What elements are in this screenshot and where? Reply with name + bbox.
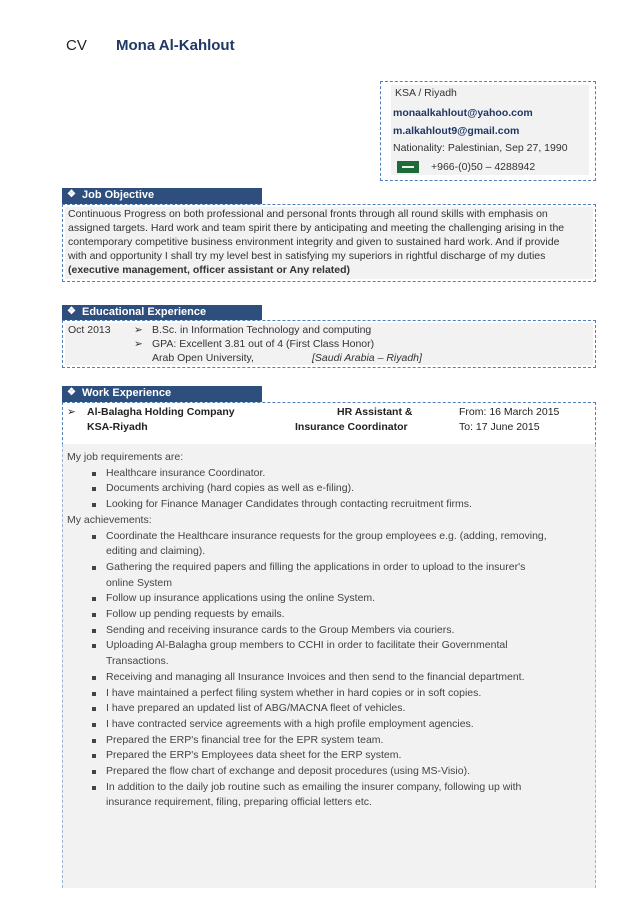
role-title-secondary: Insurance Coordinator xyxy=(295,421,408,433)
company-name: Al-Balagha Holding Company xyxy=(87,406,235,418)
achievement-item: editing and claiming). xyxy=(106,545,206,558)
achievement-item: Uploading Al-Balagha group members to CCHI in order to facilitate their Governmental xyxy=(106,639,508,652)
education-degree: B.Sc. in Information Technology and computing xyxy=(152,324,372,336)
phone-number: +966-(0)50 – 4288942 xyxy=(431,161,536,173)
requirement-item: Healthcare insurance Coordinator. xyxy=(106,466,266,479)
achievement-item: Gathering the required papers and filling the applications in order to upload to the insurer's xyxy=(106,560,526,573)
nationality: Nationality: Palestinian, Sep 27, 1990 xyxy=(393,142,568,154)
square-bullet-icon xyxy=(92,472,96,476)
square-bullet-icon xyxy=(92,707,96,711)
company-location: KSA-Riyadh xyxy=(87,421,148,433)
square-bullet-icon xyxy=(92,676,96,680)
date-from: From: 16 March 2015 xyxy=(459,406,560,418)
requirements-heading: My job requirements are: xyxy=(67,451,184,463)
square-bullet-icon xyxy=(92,487,96,491)
achievement-item: In addition to the daily job routine such as emailing the insurer company, following up with xyxy=(106,780,522,793)
achievement-item: I have contracted service agreements with a high profile employment agencies. xyxy=(106,717,474,730)
education-gpa: GPA: Excellent 3.81 out of 4 (First Class Honor) xyxy=(152,338,375,350)
achievement-item: Follow up insurance applications using the online System. xyxy=(106,592,376,605)
square-bullet-icon xyxy=(92,613,96,617)
square-bullet-icon xyxy=(92,692,96,696)
cv-label: CV xyxy=(66,37,87,54)
role-title: HR Assistant & xyxy=(337,406,413,418)
achievement-item: Prepared the ERP's Employees data sheet for the ERP system. xyxy=(106,749,402,762)
square-bullet-icon xyxy=(92,503,96,507)
achievement-item: insurance requirement, filing, preparing official letters etc. xyxy=(106,796,372,809)
diamond-bullet-icon: ❖ xyxy=(67,387,76,398)
arrow-bullet-icon: ➢ xyxy=(134,324,143,336)
achievement-item: Prepared the flow chart of exchange and deposit procedures (using MS-Visio). xyxy=(106,765,471,777)
square-bullet-icon xyxy=(92,535,96,539)
education-date: Oct 2013 xyxy=(68,324,111,336)
email-primary[interactable]: monaalkahlout@yahoo.com xyxy=(393,107,533,119)
achievement-item: Prepared the ERP's financial tree for the EPR system team. xyxy=(106,733,384,746)
achievement-item: Receiving and managing all Insurance Invoices and then send to the financial department. xyxy=(106,670,525,683)
square-bullet-icon xyxy=(92,723,96,727)
diamond-bullet-icon: ❖ xyxy=(67,189,76,200)
section-title: Work Experience xyxy=(82,387,172,399)
email-secondary[interactable]: m.alkahlout9@gmail.com xyxy=(393,125,520,137)
requirement-item: Documents archiving (hard copies as well as e-filing). xyxy=(106,482,355,495)
requirement-item: Looking for Finance Manager Candidates through contacting recruitment firms. xyxy=(106,498,472,511)
square-bullet-icon xyxy=(92,629,96,633)
square-bullet-icon xyxy=(92,786,96,790)
achievement-item: I have prepared an updated list of ABG/MACNA fleet of vehicles. xyxy=(106,702,406,715)
achievement-item: Sending and receiving insurance cards to the Group Members via couriers. xyxy=(106,623,455,636)
objective-line: Continuous Progress on both professional and personal fronts through all round skills with emphasis on xyxy=(68,208,548,220)
candidate-name: Mona Al-Kahlout xyxy=(116,37,235,54)
objective-emphasis: (executive management, officer assistant or Any related) xyxy=(68,264,351,276)
achievement-item: Transactions. xyxy=(106,655,169,668)
arrow-bullet-icon: ➢ xyxy=(134,338,143,350)
square-bullet-icon xyxy=(92,770,96,774)
section-title: Job Objective xyxy=(82,189,155,201)
location: KSA / Riyadh xyxy=(395,87,457,99)
education-location: [Saudi Arabia – Riyadh] xyxy=(312,352,422,364)
section-title: Educational Experience xyxy=(82,306,207,318)
square-bullet-icon xyxy=(92,597,96,601)
objective-line: contemporary competitive business environment integrity and given to sustained hard work. And if provide xyxy=(68,236,560,248)
square-bullet-icon xyxy=(92,566,96,570)
achievements-heading: My achievements: xyxy=(67,513,152,526)
achievement-item: Coordinate the Healthcare insurance requests for the group employees e.g. (adding, removing, xyxy=(106,529,547,542)
diamond-bullet-icon: ❖ xyxy=(67,306,76,317)
arrow-bullet-icon: ➢ xyxy=(67,406,76,418)
objective-line: assigned targets. Hard work and team spirit there by anticipating and meeting the challenging arising in the xyxy=(68,222,565,234)
square-bullet-icon xyxy=(92,739,96,743)
square-bullet-icon xyxy=(92,754,96,758)
objective-line: with and opportunity I shall try my level best in satisfying my superiors in rightful discharge of my duties xyxy=(68,250,546,262)
date-to: To: 17 June 2015 xyxy=(459,421,540,433)
achievement-item: I have maintained a perfect filing system whether in hard copies or in soft copies. xyxy=(106,686,482,699)
achievement-item: Follow up pending requests by emails. xyxy=(106,608,285,620)
education-university: Arab Open University, xyxy=(152,352,254,364)
square-bullet-icon xyxy=(92,644,96,648)
achievement-item: online System xyxy=(106,576,172,589)
